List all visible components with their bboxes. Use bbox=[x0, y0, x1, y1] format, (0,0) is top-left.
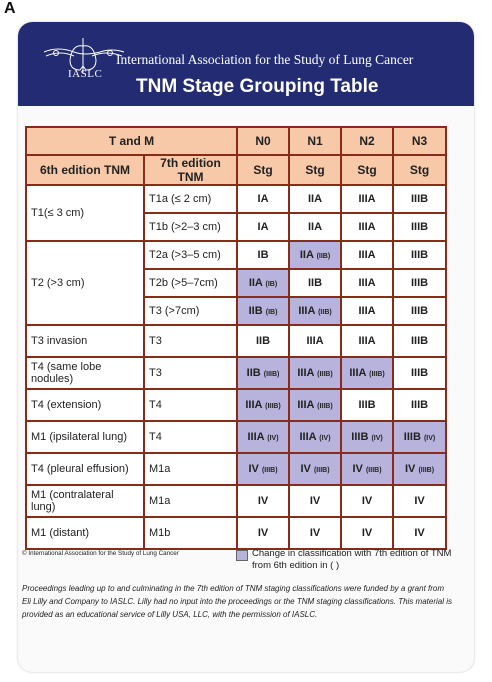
n-header: N3 bbox=[393, 127, 446, 155]
stage-value: IB bbox=[257, 249, 269, 261]
previous-stage-value: (IV) bbox=[319, 435, 331, 442]
stage-header: Stg bbox=[341, 155, 393, 185]
edition6-category: M1 (ipsilateral lung) bbox=[26, 421, 144, 453]
table-row bbox=[26, 421, 446, 453]
stage-value: IA bbox=[257, 221, 269, 233]
edition6-category: M1 (contralateral lung) bbox=[26, 485, 144, 517]
edition7-category: T3 bbox=[144, 325, 237, 357]
copyright-note: © International Association for the Study of Lung Cancer bbox=[22, 550, 179, 557]
stage-cell bbox=[341, 269, 393, 297]
table-row bbox=[26, 185, 446, 213]
stage-cell bbox=[393, 241, 446, 269]
stage-value: IIIA bbox=[349, 367, 367, 379]
previous-stage-value: (IV) bbox=[423, 435, 436, 442]
panel-label: A bbox=[4, 0, 16, 17]
table-row bbox=[26, 325, 446, 357]
stage-cell bbox=[289, 297, 341, 325]
previous-stage-value: (IIIB) bbox=[317, 403, 333, 410]
previous-stage-value: (IV) bbox=[371, 435, 383, 442]
stage-value: IIIA bbox=[245, 399, 263, 411]
stage-value: IIIA bbox=[299, 431, 317, 443]
previous-stage-value: (IB) bbox=[265, 281, 278, 288]
stage-value: IIB bbox=[307, 277, 323, 289]
stage-value: IV bbox=[414, 527, 425, 539]
stage-value: IIIA bbox=[358, 305, 376, 317]
stage-value: IIIB bbox=[410, 249, 429, 261]
edition6-category: T4 (pleural effusion) bbox=[26, 453, 144, 485]
stage-cell bbox=[237, 517, 289, 549]
stage-cell bbox=[341, 453, 393, 485]
stage-cell bbox=[393, 297, 446, 325]
stage-cell bbox=[289, 421, 341, 453]
organization-name: International Association for the Study of Lung Cancer bbox=[116, 52, 414, 67]
stage-value: IV bbox=[361, 527, 373, 539]
page-title: TNM Stage Grouping Table bbox=[136, 76, 379, 97]
stage-header: Stg bbox=[393, 155, 446, 185]
stage-value: IV bbox=[361, 495, 373, 507]
n-header: N2 bbox=[341, 127, 393, 155]
stage-cell bbox=[393, 421, 446, 453]
stage-cell bbox=[341, 357, 393, 389]
stage-value: IV bbox=[248, 463, 259, 475]
stage-value: IIA bbox=[307, 193, 323, 205]
stage-value: IV bbox=[309, 527, 321, 539]
stage-cell bbox=[289, 269, 341, 297]
stage-cell bbox=[341, 185, 393, 213]
stage-cell bbox=[237, 453, 289, 485]
edition7-category: T2b (>5–7cm) bbox=[144, 269, 237, 297]
edition6-header: 6th edition TNM bbox=[26, 155, 144, 185]
stage-cell bbox=[289, 185, 341, 213]
stage-value: IV bbox=[309, 495, 321, 507]
stage-value: IIIA bbox=[297, 399, 315, 411]
stage-header: Stg bbox=[289, 155, 341, 185]
previous-stage-value: (IIIB) bbox=[365, 467, 382, 474]
stage-cell bbox=[237, 421, 289, 453]
edition7-category: T3 (>7cm) bbox=[144, 297, 237, 325]
stage-cell bbox=[393, 325, 446, 357]
previous-stage-value: (IIIB) bbox=[263, 371, 280, 378]
edition6-category: T1(≤ 3 cm) bbox=[26, 185, 144, 241]
previous-stage-value: (IIIB) bbox=[369, 371, 385, 378]
logo-acronym: IASLC bbox=[68, 68, 103, 80]
tm-header: T and M bbox=[26, 127, 237, 155]
stage-cell bbox=[289, 517, 341, 549]
edition7-category: M1a bbox=[144, 485, 237, 517]
stage-value: IV bbox=[300, 463, 311, 475]
stage-value: IIIA bbox=[298, 305, 316, 317]
stage-value: IIA bbox=[307, 221, 323, 233]
stage-value: IIIB bbox=[403, 431, 421, 443]
n-header: N0 bbox=[237, 127, 289, 155]
stage-value: IIA bbox=[248, 277, 263, 289]
edition6-category: T3 invasion bbox=[26, 325, 144, 357]
stage-cell bbox=[341, 389, 393, 421]
stage-cell bbox=[237, 357, 289, 389]
stage-cell bbox=[289, 213, 341, 241]
edition7-category: T4 bbox=[144, 389, 237, 421]
stage-cell bbox=[237, 185, 289, 213]
stage-value: IIIB bbox=[410, 367, 429, 379]
stage-value: IIIB bbox=[410, 305, 429, 317]
table-row bbox=[26, 389, 446, 421]
stage-value: IIIA bbox=[306, 335, 324, 347]
stage-cell bbox=[393, 357, 446, 389]
stage-value: IIIB bbox=[410, 277, 429, 289]
card-header bbox=[18, 22, 474, 106]
previous-stage-value: (IIIB) bbox=[261, 467, 278, 474]
edition7-category: T1b (>2–3 cm) bbox=[144, 213, 237, 241]
stage-cell bbox=[341, 517, 393, 549]
stage-cell bbox=[289, 453, 341, 485]
stage-header: Stg bbox=[237, 155, 289, 185]
edition6-category: T4 (same lobe nodules) bbox=[26, 357, 144, 389]
stage-cell bbox=[393, 269, 446, 297]
stage-cell bbox=[237, 389, 289, 421]
stage-value: IIA bbox=[299, 249, 314, 261]
stage-cell bbox=[341, 485, 393, 517]
stage-value: IV bbox=[405, 463, 416, 475]
stage-cell bbox=[289, 389, 341, 421]
stage-value: IV bbox=[352, 463, 363, 475]
previous-stage-value: (IIB) bbox=[318, 309, 332, 316]
stage-cell bbox=[393, 517, 446, 549]
stage-cell bbox=[341, 297, 393, 325]
stage-cell bbox=[393, 213, 446, 241]
stage-cell bbox=[237, 241, 289, 269]
lungs-logo-icon bbox=[40, 32, 126, 92]
stage-cell bbox=[393, 185, 446, 213]
previous-stage-value: (IIIB) bbox=[265, 403, 281, 410]
table-row bbox=[26, 241, 446, 269]
stage-value: IIIB bbox=[410, 221, 429, 233]
stage-value: IIIB bbox=[410, 193, 429, 205]
n-header: N1 bbox=[289, 127, 341, 155]
edition7-header: 7th edition TNM bbox=[144, 155, 237, 185]
stage-value: IIIB bbox=[351, 431, 369, 443]
stage-value: IIB bbox=[248, 305, 263, 317]
stage-cell bbox=[341, 421, 393, 453]
stage-value: IIIA bbox=[358, 221, 376, 233]
legend-swatch bbox=[236, 550, 248, 561]
edition6-category: T4 (extension) bbox=[26, 389, 144, 421]
stage-value: IIB bbox=[246, 367, 261, 379]
stage-cell bbox=[393, 453, 446, 485]
funding-footnote: Proceedings leading up to and culminating in the 7th edition of TNM staging classifications were funded by a grant from Eli Lilly and Company to IASLC. Lilly had no input into the proceedings or the TNM staging classifications. This material is provided as an educational service of Lilly USA, LLC, with the permission of IASLC. bbox=[22, 584, 452, 619]
table-header-row bbox=[26, 127, 446, 155]
previous-stage-value: (IIB) bbox=[316, 253, 331, 260]
stage-cell bbox=[289, 241, 341, 269]
stage-value: IIIB bbox=[410, 399, 429, 411]
stage-value: IIB bbox=[255, 335, 271, 347]
stage-value: IIIB bbox=[410, 335, 429, 347]
stage-value: IV bbox=[257, 495, 269, 507]
previous-stage-value: (IIIB) bbox=[317, 371, 333, 378]
edition7-category: T2a (>3–5 cm) bbox=[144, 241, 237, 269]
stage-cell bbox=[289, 357, 341, 389]
stage-value: IIIA bbox=[358, 193, 376, 205]
stage-value: IV bbox=[257, 527, 269, 539]
stage-cell bbox=[289, 485, 341, 517]
stage-cell bbox=[237, 485, 289, 517]
stage-value: IIIA bbox=[358, 335, 376, 347]
edition7-category: M1a bbox=[144, 453, 237, 485]
legend-text: Change in classification with 7th edition of TNM from 6th edition in ( ) bbox=[252, 548, 452, 571]
stage-value: IIIA bbox=[358, 249, 376, 261]
stage-cell bbox=[237, 269, 289, 297]
edition6-category: T2 (>3 cm) bbox=[26, 241, 144, 325]
table-row bbox=[26, 485, 446, 517]
stage-value: IV bbox=[414, 495, 425, 507]
previous-stage-value: (IB) bbox=[265, 309, 278, 316]
table-row bbox=[26, 357, 446, 389]
edition7-category: T1a (≤ 2 cm) bbox=[144, 185, 237, 213]
stage-value: IIIA bbox=[297, 367, 315, 379]
stage-cell bbox=[341, 241, 393, 269]
previous-stage-value: (IIIB) bbox=[418, 467, 435, 474]
stage-cell bbox=[237, 325, 289, 357]
stage-value: IIIA bbox=[247, 431, 265, 443]
stage-value: IIIB bbox=[358, 399, 376, 411]
stage-cell bbox=[341, 213, 393, 241]
stage-cell bbox=[341, 325, 393, 357]
edition7-category: T4 bbox=[144, 421, 237, 453]
edition7-category: T3 bbox=[144, 357, 237, 389]
previous-stage-value: (IV) bbox=[267, 435, 279, 442]
table-row bbox=[26, 453, 446, 485]
edition6-category: M1 (distant) bbox=[26, 517, 144, 549]
stage-cell bbox=[393, 389, 446, 421]
edition7-category: M1b bbox=[144, 517, 237, 549]
stage-cell bbox=[393, 485, 446, 517]
previous-stage-value: (IIIB) bbox=[313, 467, 330, 474]
table-subheader-row bbox=[26, 155, 446, 185]
stage-cell bbox=[237, 297, 289, 325]
stage-value: IA bbox=[257, 193, 269, 205]
stage-value: IIIA bbox=[358, 277, 376, 289]
tnm-stage-table bbox=[25, 126, 447, 550]
stage-cell bbox=[237, 213, 289, 241]
table-row bbox=[26, 517, 446, 549]
stage-cell bbox=[289, 325, 341, 357]
